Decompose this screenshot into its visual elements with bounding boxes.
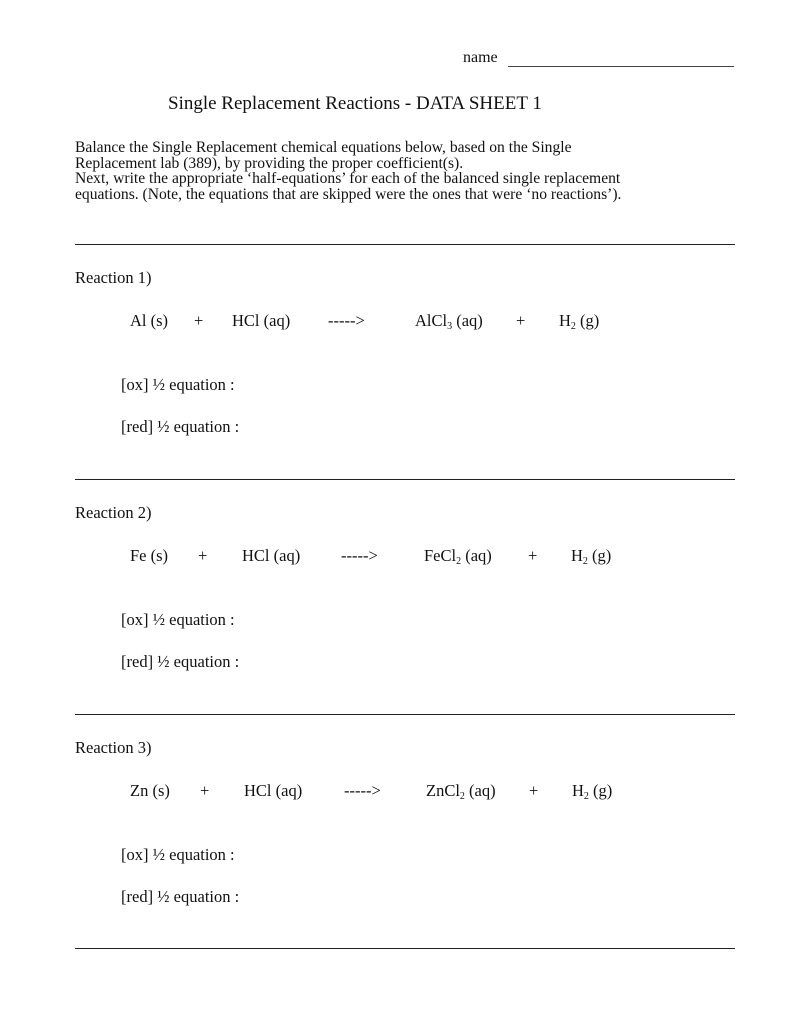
instruction-line: Balance the Single Replacement chemical equations below, based on the Single (75, 139, 572, 156)
product-2 (572, 781, 612, 801)
oxidation-half-equation-label: [ox] ½ equation : (121, 610, 235, 629)
reaction-label: Reaction 3) (75, 738, 152, 757)
reaction-label: Reaction 1) (75, 268, 152, 287)
product-1 (415, 311, 483, 331)
product-state: (g) (575, 311, 600, 330)
page-title: Single Replacement Reactions - DATA SHEET 1 (168, 93, 542, 114)
section-divider (75, 479, 735, 480)
product-state: (aq) (461, 546, 492, 565)
product-formula: FeCl (424, 546, 457, 565)
product-state: (g) (588, 781, 613, 800)
oxidation-half-equation-label: [ox] ½ equation : (121, 375, 235, 394)
reaction-label: Reaction 2) (75, 503, 152, 522)
product-2 (571, 546, 611, 566)
oxidation-half-equation-label: [ox] ½ equation : (121, 845, 235, 864)
section-divider (75, 948, 735, 949)
instruction-line: Next, write the appropriate ‘half-equations’ for each of the balanced single replacement (75, 170, 621, 187)
product-subscript: 2 (456, 556, 462, 567)
plus-sign: + (529, 781, 539, 800)
product-1 (424, 546, 492, 566)
reactant-2: HCl (aq) (244, 781, 303, 800)
product-state: (aq) (452, 311, 483, 330)
product-formula: AlCl (415, 311, 448, 330)
reduction-half-equation-label: [red] ½ equation : (121, 887, 240, 906)
section-divider (75, 244, 735, 245)
section-divider (75, 714, 735, 715)
product-state: (aq) (464, 781, 496, 800)
product-formula: H (559, 311, 571, 330)
reactant-2: HCl (aq) (242, 546, 301, 565)
reactant-1: Al (s) (130, 311, 169, 330)
product-state: (g) (587, 546, 612, 565)
product-formula: H (571, 546, 583, 565)
plus-sign: + (200, 781, 210, 800)
plus-sign: + (516, 311, 526, 330)
reduction-half-equation-label: [red] ½ equation : (121, 417, 240, 436)
product-1 (426, 781, 496, 801)
product-formula: ZnCl (426, 781, 460, 800)
reaction-arrow: -----> (344, 781, 381, 800)
instruction-line: equations. (Note, the equations that are skipped were the ones that were ‘no reactions’). (75, 185, 622, 203)
plus-sign: + (528, 546, 538, 565)
product-subscript: 2 (570, 321, 576, 332)
product-2 (559, 311, 599, 331)
reactant-2: HCl (aq) (232, 311, 291, 330)
plus-sign: + (194, 311, 204, 330)
reactant-1: Zn (s) (130, 781, 170, 800)
product-subscript: 3 (447, 321, 453, 332)
product-subscript: 2 (583, 791, 589, 802)
instructions (75, 140, 621, 202)
reactant-1: Fe (s) (130, 546, 169, 565)
reaction-arrow: -----> (328, 311, 365, 330)
name-label: name (463, 49, 498, 66)
product-formula: H (572, 781, 584, 800)
product-subscript: 2 (582, 556, 588, 567)
reaction-arrow: -----> (341, 546, 378, 565)
product-subscript: 2 (459, 791, 465, 802)
name-blank-line[interactable] (508, 66, 734, 67)
plus-sign: + (198, 546, 208, 565)
reduction-half-equation-label: [red] ½ equation : (121, 652, 240, 671)
instruction-line: Replacement lab (389), by providing the proper coefficient(s). (75, 154, 464, 172)
